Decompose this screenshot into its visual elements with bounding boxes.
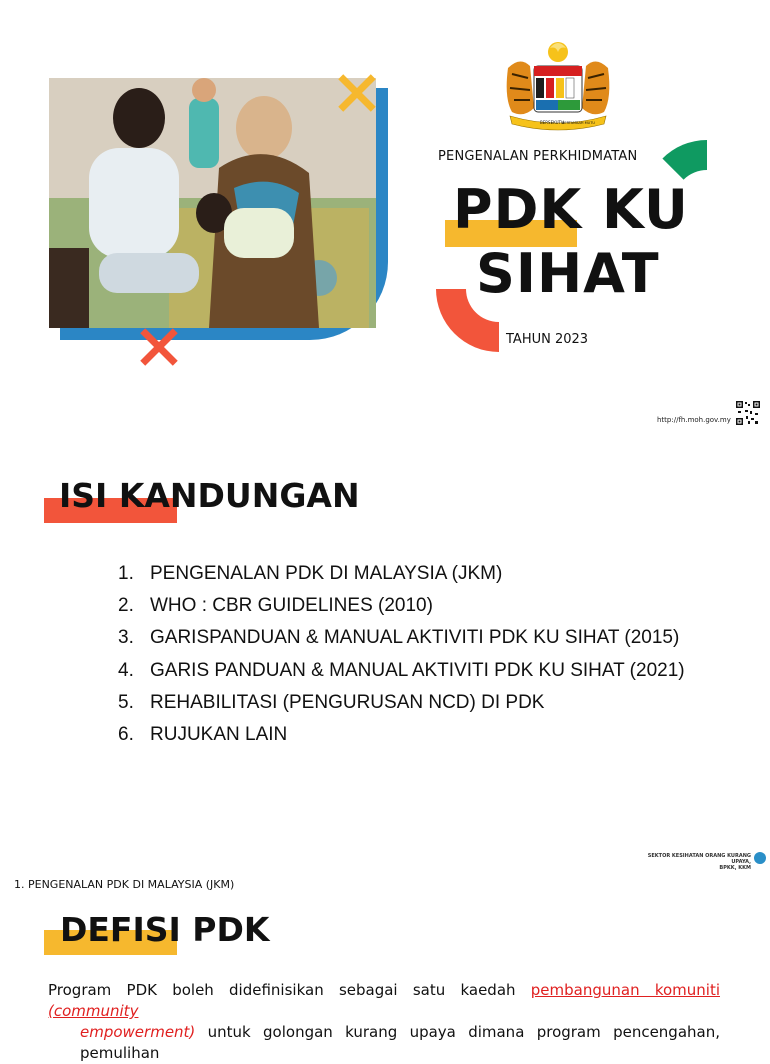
definition-paragraph	[48, 980, 720, 1064]
toc-item-number: 2.	[118, 595, 134, 617]
cover-photo-illustration	[49, 78, 376, 328]
year-label: TAHUN 2023	[506, 332, 589, 347]
toc-item-label: PENGENALAN PDK DI MALAYSIA (JKM)	[150, 563, 503, 584]
paragraph-line2	[48, 1022, 720, 1064]
toc-item[interactable]	[118, 719, 685, 751]
toc-item-number: 5.	[118, 691, 134, 713]
malaysia-coat-of-arms-logo	[500, 38, 616, 128]
toc-item[interactable]	[118, 558, 685, 590]
toc-item[interactable]	[118, 655, 685, 687]
toc-item-label: WHO : CBR GUIDELINES (2010)	[150, 595, 433, 617]
toc-item[interactable]	[118, 687, 685, 719]
cover-title	[453, 178, 689, 306]
toc-item[interactable]	[118, 622, 685, 654]
sector-label-line2: BPKK, KKM	[719, 865, 751, 871]
cover-title-line2: SIHAT	[476, 242, 660, 305]
yellow-cross-decoration	[335, 71, 379, 115]
red-cross-decoration	[137, 325, 181, 369]
definition-slide	[0, 840, 768, 1062]
toc-item-label: RUJUKAN LAIN	[150, 724, 288, 746]
toc-item-label: GARIS PANDUAN & MANUAL AKTIVITI PDK KU SIHAT (2021)	[150, 659, 685, 681]
link-text-italic: (community	[48, 1002, 139, 1020]
toc-title: ISI KANDUNGAN	[59, 476, 360, 515]
italic-term: empowerment)	[80, 1023, 196, 1041]
table-of-contents-slide	[0, 440, 768, 840]
toc-item-label: REHABILITASI (PENGURUSAN NCD) DI PDK	[150, 691, 545, 713]
website-url[interactable]: http://fh.moh.gov.my	[657, 416, 731, 424]
toc-item-label: GARISPANDUAN & MANUAL AKTIVITI PDK KU SIHAT (2015)	[150, 627, 680, 649]
toc-item-number: 1.	[118, 563, 134, 584]
cover-title-line1: PDK KU	[453, 178, 689, 241]
toc-item-number: 4.	[118, 659, 134, 681]
toc-item-number: 6.	[118, 724, 134, 746]
definition-title: DEFISI PDK	[60, 910, 270, 949]
toc-item[interactable]	[118, 590, 685, 622]
link-text: pembangunan komuniti	[530, 981, 720, 999]
service-introduction-subtitle: PENGENALAN PERKHIDMATAN	[438, 149, 638, 164]
section-breadcrumb: 1. PENGENALAN PDK DI MALAYSIA (JKM)	[14, 878, 235, 891]
sector-label	[641, 853, 751, 871]
toc-list	[118, 558, 685, 751]
cover-slide	[0, 0, 768, 440]
sector-label-line1: SEKTOR KESIHATAN ORANG KURANG UPAYA,	[647, 853, 751, 865]
paragraph-text: Program PDK boleh didefinisikan sebagai satu kaedah	[48, 981, 531, 999]
paragraph-text-continued: untuk golongan kurang upaya dimana program pencengahan, pemulihan	[80, 1023, 720, 1062]
toc-item-number: 3.	[118, 627, 134, 649]
crest-motto-text-2: BERTAMBAH MUTU	[562, 121, 595, 125]
crest-motto-text: BERSEKUTU	[540, 120, 564, 125]
qr-code-icon	[736, 401, 760, 425]
globe-logo-icon	[754, 852, 766, 864]
cover-photo	[49, 78, 376, 328]
